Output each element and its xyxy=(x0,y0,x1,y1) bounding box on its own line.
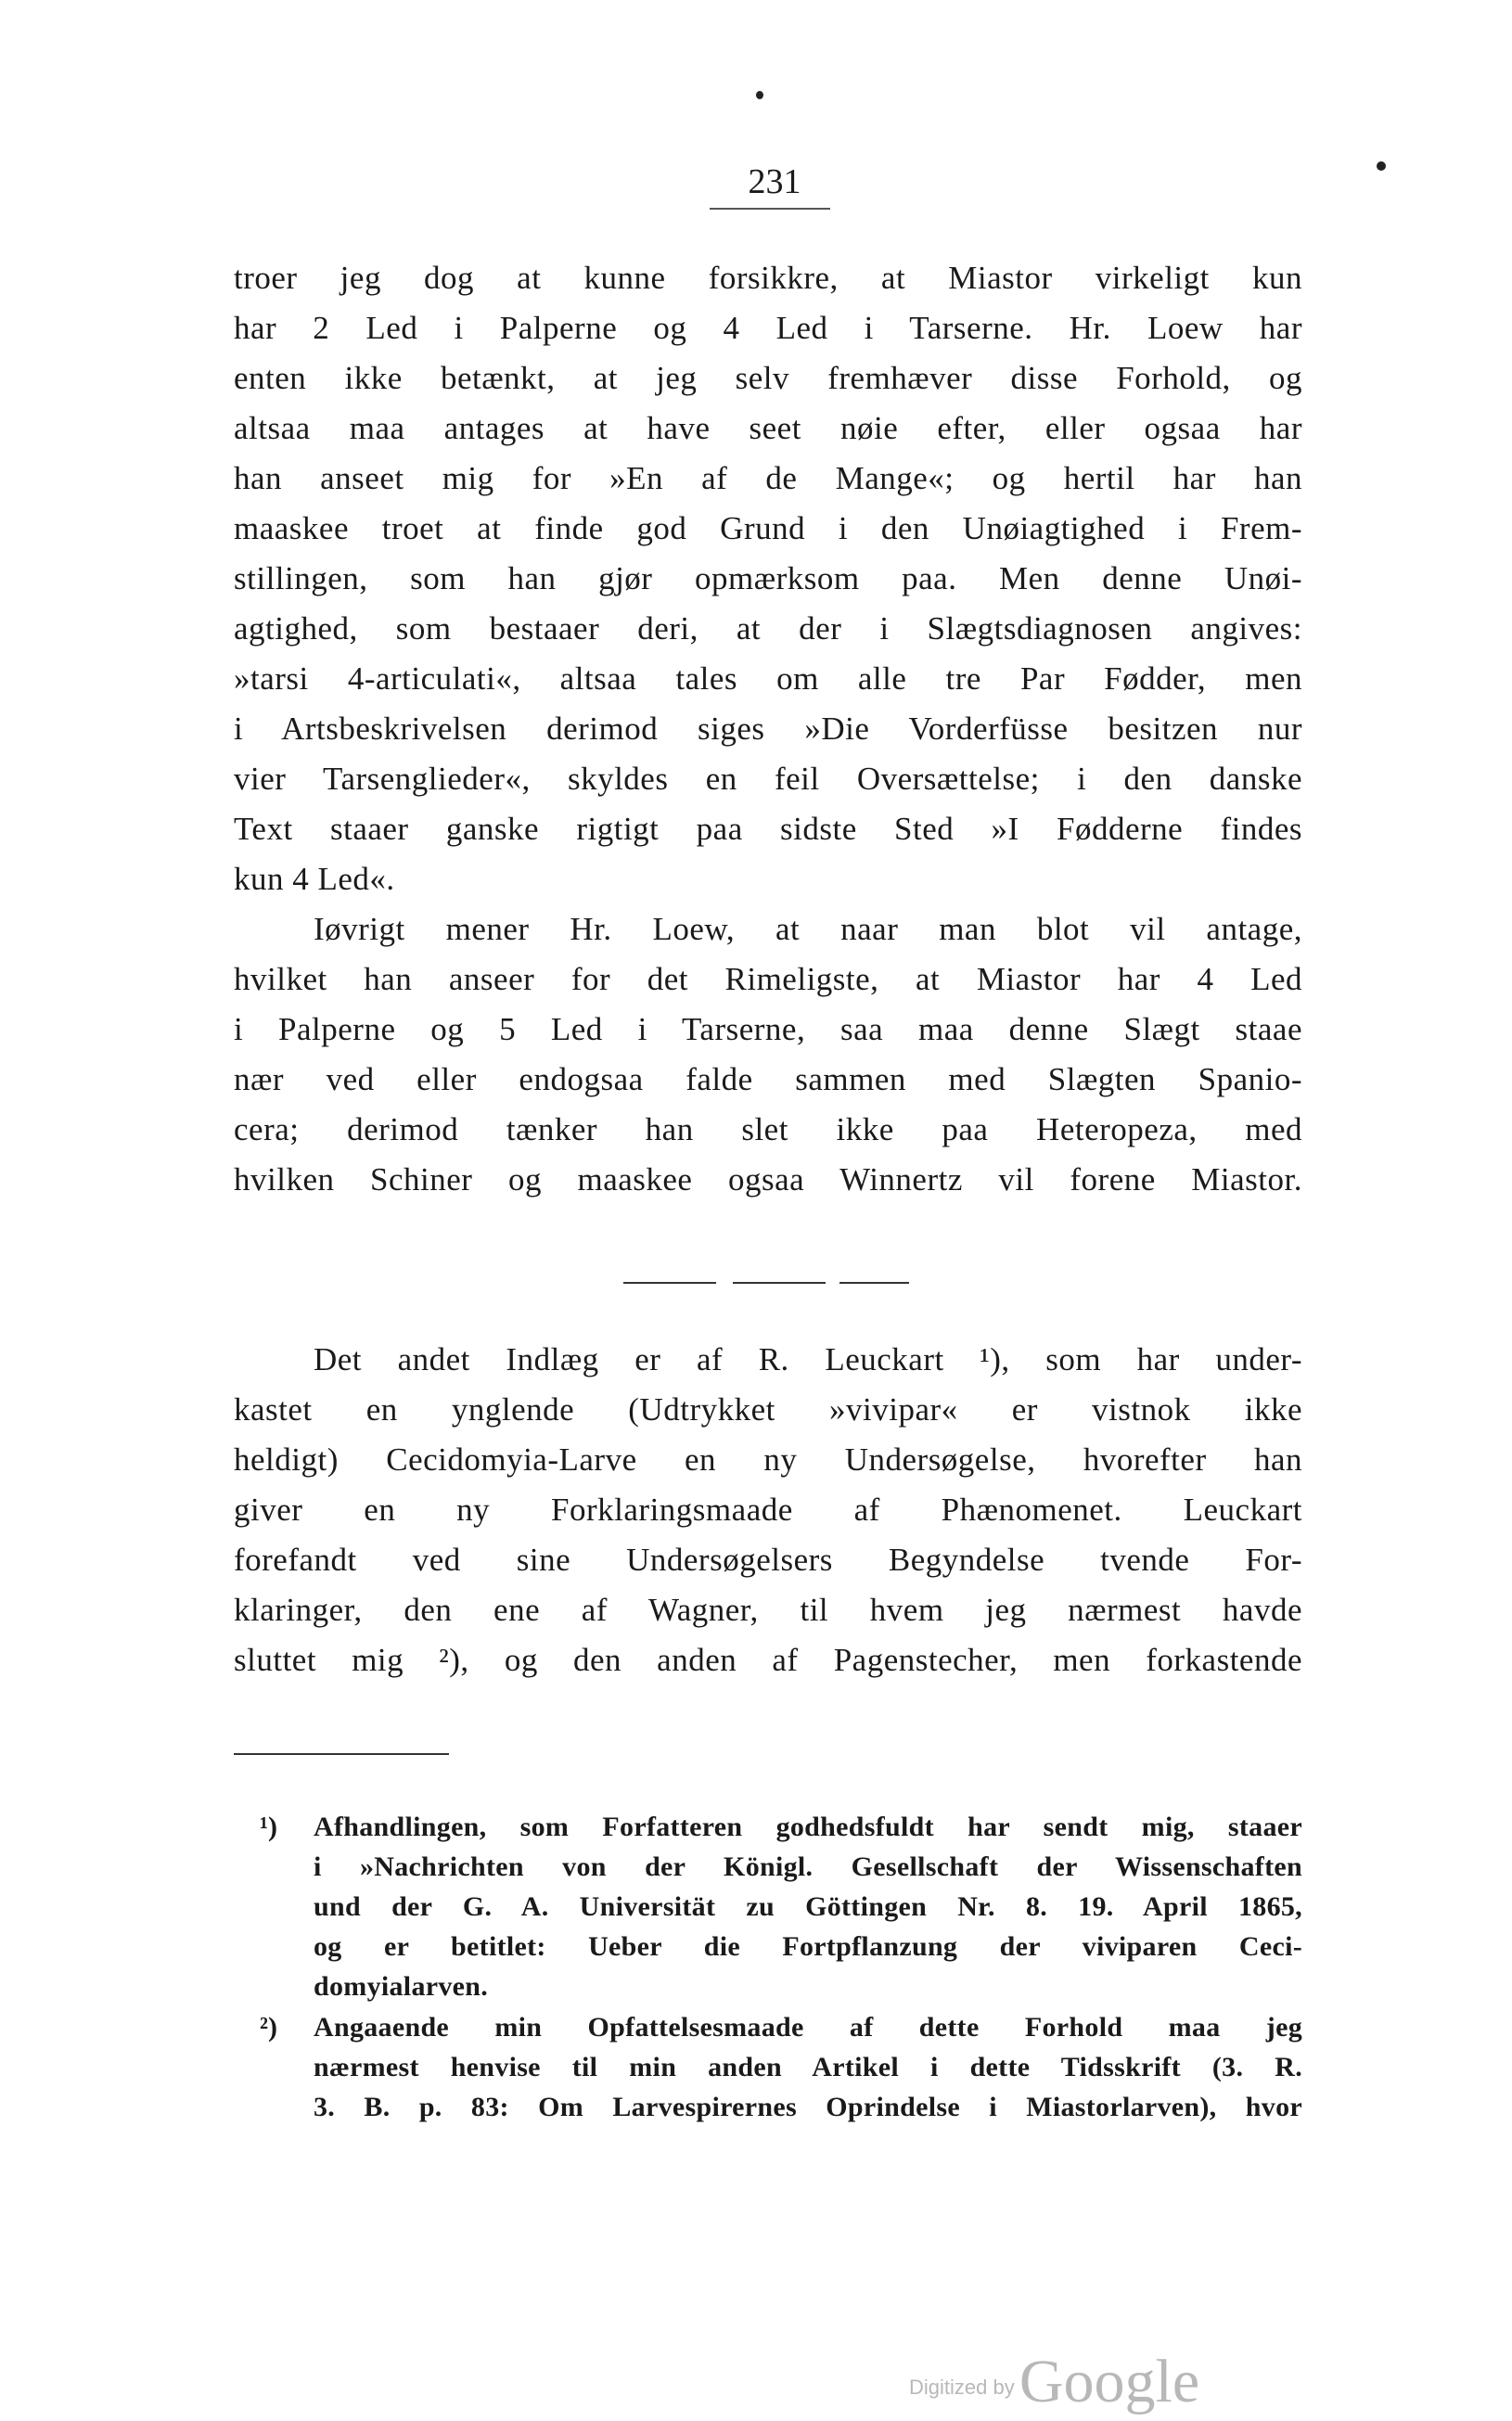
body-line: enten ikke betænkt, at jeg selv fremhæver disse Forhold, og xyxy=(234,360,1302,396)
body-line: giver en ny Forklaringsmaade af Phænomenet. Leuckart xyxy=(234,1492,1302,1528)
body-line: forefandt ved sine Undersøgelsers Begyndelse tvende For- xyxy=(234,1542,1302,1578)
page-number-rule xyxy=(710,208,830,210)
body-line: cera; derimod tænker han slet ikke paa Heteropeza, med xyxy=(234,1111,1302,1147)
page-speck-right xyxy=(1377,161,1386,171)
digitized-by-watermark xyxy=(909,2347,1243,2421)
body-line: nær ved eller endogsaa falde sammen med Slægten Spanio- xyxy=(234,1061,1302,1097)
body-line: kun 4 Led«. xyxy=(234,861,395,897)
footnote-marker: ²) xyxy=(260,2012,277,2043)
body-line: stillingen, som han gjør opmærksom paa. Men denne Unøi- xyxy=(234,560,1302,596)
section-separator-rule xyxy=(623,1282,716,1284)
page-number: 231 xyxy=(748,162,801,201)
body-line: Det andet Indlæg er af R. Leuckart ¹), som har under- xyxy=(314,1341,1302,1377)
body-line: Iøvrigt mener Hr. Loew, at naar man blot vil antage, xyxy=(314,911,1302,947)
footnote-line: i »Nachrichten von der Königl. Gesellschaft der Wissenschaften xyxy=(314,1851,1302,1882)
watermark-prefix: Digitized by xyxy=(909,2376,1015,2399)
body-line: han anseet mig for »En af de Mange«; og hertil har han xyxy=(234,460,1302,496)
footnote-line: Afhandlingen, som Forfatteren godhedsfuldt har sendt mig, staaer xyxy=(314,1812,1302,1842)
body-line: Text staaer ganske rigtigt paa sidste Sted »I Fødderne findes xyxy=(234,811,1302,847)
footnote-line: und der G. A. Universität zu Göttingen Nr. 8. 19. April 1865, xyxy=(314,1891,1302,1922)
footnote-rule xyxy=(234,1753,449,1755)
body-line: troer jeg dog at kunne forsikkre, at Miastor virkeligt kun xyxy=(234,260,1302,296)
body-line: heldigt) Cecidomyia-Larve en ny Undersøgelse, hvorefter han xyxy=(234,1441,1302,1478)
body-line: maaskee troet at finde god Grund i den Unøiagtighed i Frem- xyxy=(234,510,1302,546)
page-speck-top xyxy=(756,91,763,99)
body-line: hvilket han anseer for det Rimeligste, at Miastor har 4 Led xyxy=(234,961,1302,997)
footnote-line: og er betitlet: Ueber die Fortpflanzung der viviparen Ceci- xyxy=(314,1931,1302,1962)
section-separator-rule xyxy=(733,1282,826,1284)
body-line: »tarsi 4-articulati«, altsaa tales om alle tre Par Fødder, men xyxy=(234,660,1302,697)
footnote-line: 3. B. p. 83: Om Larvespirernes Oprindelse i Miastorlarven), hvor xyxy=(314,2092,1302,2122)
footnote-line: domyialarven. xyxy=(314,1971,489,2002)
body-line: i Artsbeskrivelsen derimod siges »Die Vorderfüsse besitzen nur xyxy=(234,711,1302,747)
body-line: klaringer, den ene af Wagner, til hvem jeg nærmest havde xyxy=(234,1592,1302,1628)
body-line: vier Tarsenglieder«, skyldes en feil Oversættelse; i den danske xyxy=(234,761,1302,797)
section-separator-rule xyxy=(839,1282,909,1284)
body-line: agtighed, som bestaaer deri, at der i Slægtsdiagnosen angives: xyxy=(234,610,1302,647)
body-line: altsaa maa antages at have seet nøie efter, eller ogsaa har xyxy=(234,410,1302,446)
footnote-line: Angaaende min Opfattelsesmaade af dette Forhold maa jeg xyxy=(314,2012,1302,2043)
footnote-marker: ¹) xyxy=(260,1812,277,1842)
body-line: har 2 Led i Palperne og 4 Led i Tarserne. Hr. Loew har xyxy=(234,310,1302,346)
body-line: i Palperne og 5 Led i Tarserne, saa maa denne Slægt staae xyxy=(234,1011,1302,1047)
body-line: kastet en ynglende (Udtrykket »vivipar« er vistnok ikke xyxy=(234,1391,1302,1428)
google-logo: Google xyxy=(1019,2348,1200,2415)
footnote-line: nærmest henvise til min anden Artikel i dette Tidsskrift (3. R. xyxy=(314,2052,1302,2082)
body-line: hvilken Schiner og maaskee ogsaa Winnertz vil forene Miastor. xyxy=(234,1161,1302,1198)
body-line: sluttet mig ²), og den anden af Pagenstecher, men forkastende xyxy=(234,1642,1302,1678)
